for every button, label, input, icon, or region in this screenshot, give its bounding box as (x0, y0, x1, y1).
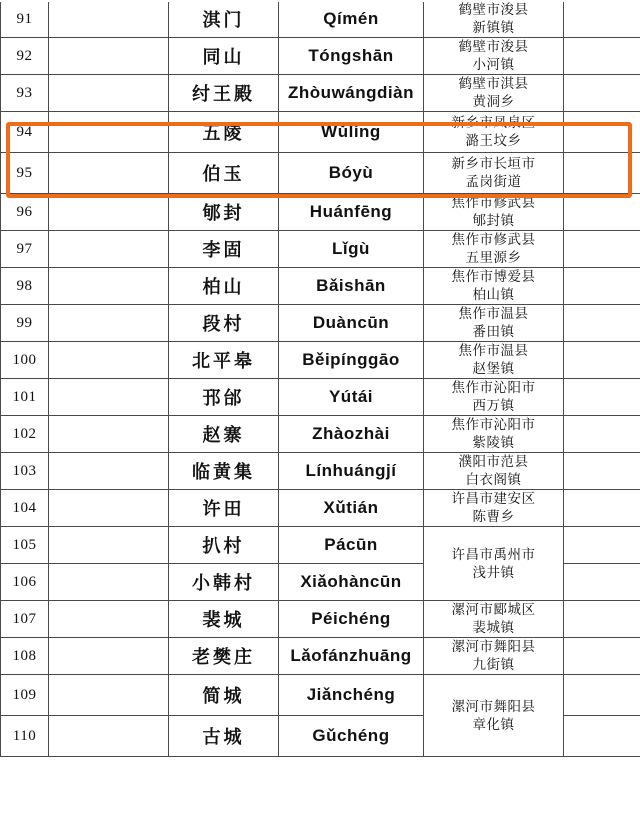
cell-tail (564, 716, 640, 757)
location-line-2: 新镇镇 (472, 20, 515, 35)
cell-tail (564, 379, 640, 416)
cell-pinyin: Wǔlíng (279, 112, 424, 153)
cell-index: 96 (1, 194, 49, 231)
table-row-highlighted (1, 112, 640, 153)
cell-name: 裴城 (169, 601, 279, 638)
location-line-1: 许昌市建安区 (451, 491, 536, 507)
location-line-1: 焦作市修武县 (451, 195, 536, 211)
location-line-2: 柏山镇 (472, 287, 515, 302)
cell-blank (49, 453, 169, 490)
page-top-edge (0, 0, 640, 2)
location-line-1: 焦作市博爱县 (451, 269, 536, 285)
cell-name: 同山 (169, 38, 279, 75)
cell-name: 小韩村 (169, 564, 279, 601)
location-line-1: 漯河市郾城区 (451, 602, 536, 618)
location-line-2: 五里源乡 (465, 250, 522, 265)
cell-index: 102 (1, 416, 49, 453)
location-line-1: 鹤壁市淇县 (458, 76, 529, 92)
cell-name: 许田 (169, 490, 279, 527)
cell-blank (49, 716, 169, 757)
cell-blank (49, 416, 169, 453)
cell-location-merged (424, 527, 564, 601)
cell-name: 古城 (169, 716, 279, 757)
cell-index: 91 (1, 1, 49, 38)
cell-pinyin: Gǔchéng (279, 716, 424, 757)
cell-name: 五陵 (169, 112, 279, 153)
cell-tail (564, 112, 640, 153)
location-line-2: 番田镇 (472, 324, 515, 339)
cell-name: 李固 (169, 231, 279, 268)
cell-pinyin: Lǐgù (279, 231, 424, 268)
cell-blank (49, 1, 169, 38)
cell-tail (564, 675, 640, 716)
cell-location (424, 194, 564, 231)
cell-name: 段村 (169, 305, 279, 342)
table-row (1, 379, 640, 416)
cell-blank (49, 601, 169, 638)
cell-pinyin: Péichéng (279, 601, 424, 638)
cell-name: 淇门 (169, 1, 279, 38)
cell-blank (49, 231, 169, 268)
cell-location (424, 305, 564, 342)
cell-blank (49, 638, 169, 675)
location-line-2: 黄洞乡 (472, 94, 515, 109)
cell-location (424, 268, 564, 305)
location-line-2: 章化镇 (472, 716, 515, 732)
cell-name: 伯玉 (169, 153, 279, 194)
cell-name: 临黄集 (169, 453, 279, 490)
location-line-2: 潞王坟乡 (465, 133, 522, 148)
cell-name: 纣王殿 (169, 75, 279, 112)
cell-pinyin: Běipínggāo (279, 342, 424, 379)
location-line-2: 赵堡镇 (472, 361, 515, 376)
cell-pinyin: Lǎofánzhuāng (279, 638, 424, 675)
cell-index: 100 (1, 342, 49, 379)
cell-location (424, 638, 564, 675)
cell-index: 109 (1, 675, 49, 716)
location-line-1: 濮阳市范县 (458, 454, 529, 470)
table-row (1, 342, 640, 379)
cell-pinyin: Tóngshān (279, 38, 424, 75)
cell-blank (49, 112, 169, 153)
location-line-1: 焦作市温县 (458, 343, 529, 359)
cell-tail (564, 38, 640, 75)
cell-location (424, 453, 564, 490)
cell-name: 柏山 (169, 268, 279, 305)
cell-name: 北平皋 (169, 342, 279, 379)
location-line-1: 许昌市禹州市 (451, 546, 536, 562)
location-line-1: 新乡市长垣市 (451, 156, 536, 172)
cell-blank (49, 342, 169, 379)
location-line-1: 鹤壁市浚县 (458, 39, 529, 55)
cell-pinyin: Huánfēng (279, 194, 424, 231)
cell-tail (564, 75, 640, 112)
cell-blank (49, 305, 169, 342)
cell-location (424, 601, 564, 638)
cell-tail (564, 231, 640, 268)
cell-name: 赵寨 (169, 416, 279, 453)
cell-tail (564, 601, 640, 638)
cell-location (424, 342, 564, 379)
cell-location (424, 379, 564, 416)
cell-pinyin: Bóyù (279, 153, 424, 194)
cell-index: 98 (1, 268, 49, 305)
cell-location-merged (424, 675, 564, 757)
cell-tail (564, 416, 640, 453)
cell-location (424, 231, 564, 268)
location-line-2: 郇封镇 (472, 213, 515, 228)
cell-location (424, 416, 564, 453)
cell-index: 92 (1, 38, 49, 75)
cell-tail (564, 342, 640, 379)
table-row (1, 638, 640, 675)
location-line-2: 九街镇 (472, 657, 515, 672)
table-row (1, 194, 640, 231)
cell-index: 110 (1, 716, 49, 757)
location-line-2: 紫陵镇 (472, 435, 515, 450)
location-line-1: 焦作市修武县 (451, 232, 536, 248)
cell-pinyin: Xiǎohàncūn (279, 564, 424, 601)
cell-blank (49, 268, 169, 305)
table-row (1, 231, 640, 268)
location-line-2: 孟岗街道 (465, 174, 522, 189)
cell-tail (564, 564, 640, 601)
cell-index: 107 (1, 601, 49, 638)
cell-tail (564, 1, 640, 38)
cell-index: 93 (1, 75, 49, 112)
cell-blank (49, 194, 169, 231)
cell-blank (49, 38, 169, 75)
location-line-2: 西万镇 (472, 398, 515, 413)
cell-index: 101 (1, 379, 49, 416)
cell-blank (49, 75, 169, 112)
cell-pinyin: Zhòuwángdiàn (279, 75, 424, 112)
table-body (1, 1, 640, 757)
cell-tail (564, 305, 640, 342)
cell-index: 105 (1, 527, 49, 564)
cell-name: 简城 (169, 675, 279, 716)
cell-pinyin: Jiǎnchéng (279, 675, 424, 716)
cell-pinyin: Zhàozhài (279, 416, 424, 453)
table-row (1, 675, 640, 716)
location-line-1: 漯河市舞阳县 (451, 639, 536, 655)
cell-pinyin: Pácūn (279, 527, 424, 564)
cell-index: 103 (1, 453, 49, 490)
cell-pinyin: Duàncūn (279, 305, 424, 342)
table-row (1, 305, 640, 342)
cell-location (424, 38, 564, 75)
cell-blank (49, 675, 169, 716)
cell-tail (564, 453, 640, 490)
cell-tail (564, 268, 640, 305)
location-line-1: 漯河市舞阳县 (451, 698, 536, 714)
cell-pinyin: Línhuángjí (279, 453, 424, 490)
location-line-2: 浅井镇 (472, 564, 515, 580)
cell-name: 郇封 (169, 194, 279, 231)
table-row (1, 527, 640, 564)
table-row (1, 75, 640, 112)
cell-pinyin: Qímén (279, 1, 424, 38)
cell-tail (564, 490, 640, 527)
cell-index: 99 (1, 305, 49, 342)
location-line-1: 新乡市凤泉区 (451, 115, 536, 131)
cell-location (424, 112, 564, 153)
cell-name: 扒村 (169, 527, 279, 564)
cell-tail (564, 527, 640, 564)
cell-index: 97 (1, 231, 49, 268)
cell-index: 106 (1, 564, 49, 601)
cell-blank (49, 527, 169, 564)
cell-tail (564, 194, 640, 231)
cell-location (424, 490, 564, 527)
cell-location (424, 153, 564, 194)
location-line-1: 鹤壁市浚县 (458, 2, 529, 18)
cell-blank (49, 153, 169, 194)
location-line-2: 裴城镇 (472, 620, 515, 635)
table-row (1, 490, 640, 527)
table-row (1, 1, 640, 38)
cell-name: 老樊庄 (169, 638, 279, 675)
table-row-highlighted (1, 153, 640, 194)
cell-name: 邘邰 (169, 379, 279, 416)
cell-tail (564, 638, 640, 675)
cell-blank (49, 490, 169, 527)
table-row (1, 268, 640, 305)
cell-index: 95 (1, 153, 49, 194)
cell-index: 104 (1, 490, 49, 527)
location-line-1: 焦作市沁阳市 (451, 417, 536, 433)
cell-index: 108 (1, 638, 49, 675)
table-row (1, 38, 640, 75)
cell-location (424, 1, 564, 38)
location-line-1: 焦作市沁阳市 (451, 380, 536, 396)
cell-pinyin: Bǎishān (279, 268, 424, 305)
table-row (1, 601, 640, 638)
location-line-2: 白衣阁镇 (465, 472, 522, 487)
location-line-1: 焦作市温县 (458, 306, 529, 322)
cell-pinyin: Yútái (279, 379, 424, 416)
cell-pinyin: Xǔtián (279, 490, 424, 527)
location-line-2: 陈曹乡 (472, 509, 515, 524)
location-line-2: 小河镇 (472, 57, 515, 72)
cell-tail (564, 153, 640, 194)
table-row (1, 416, 640, 453)
table-row (1, 453, 640, 490)
cell-index: 94 (1, 112, 49, 153)
cell-blank (49, 379, 169, 416)
cell-location (424, 75, 564, 112)
cell-blank (49, 564, 169, 601)
